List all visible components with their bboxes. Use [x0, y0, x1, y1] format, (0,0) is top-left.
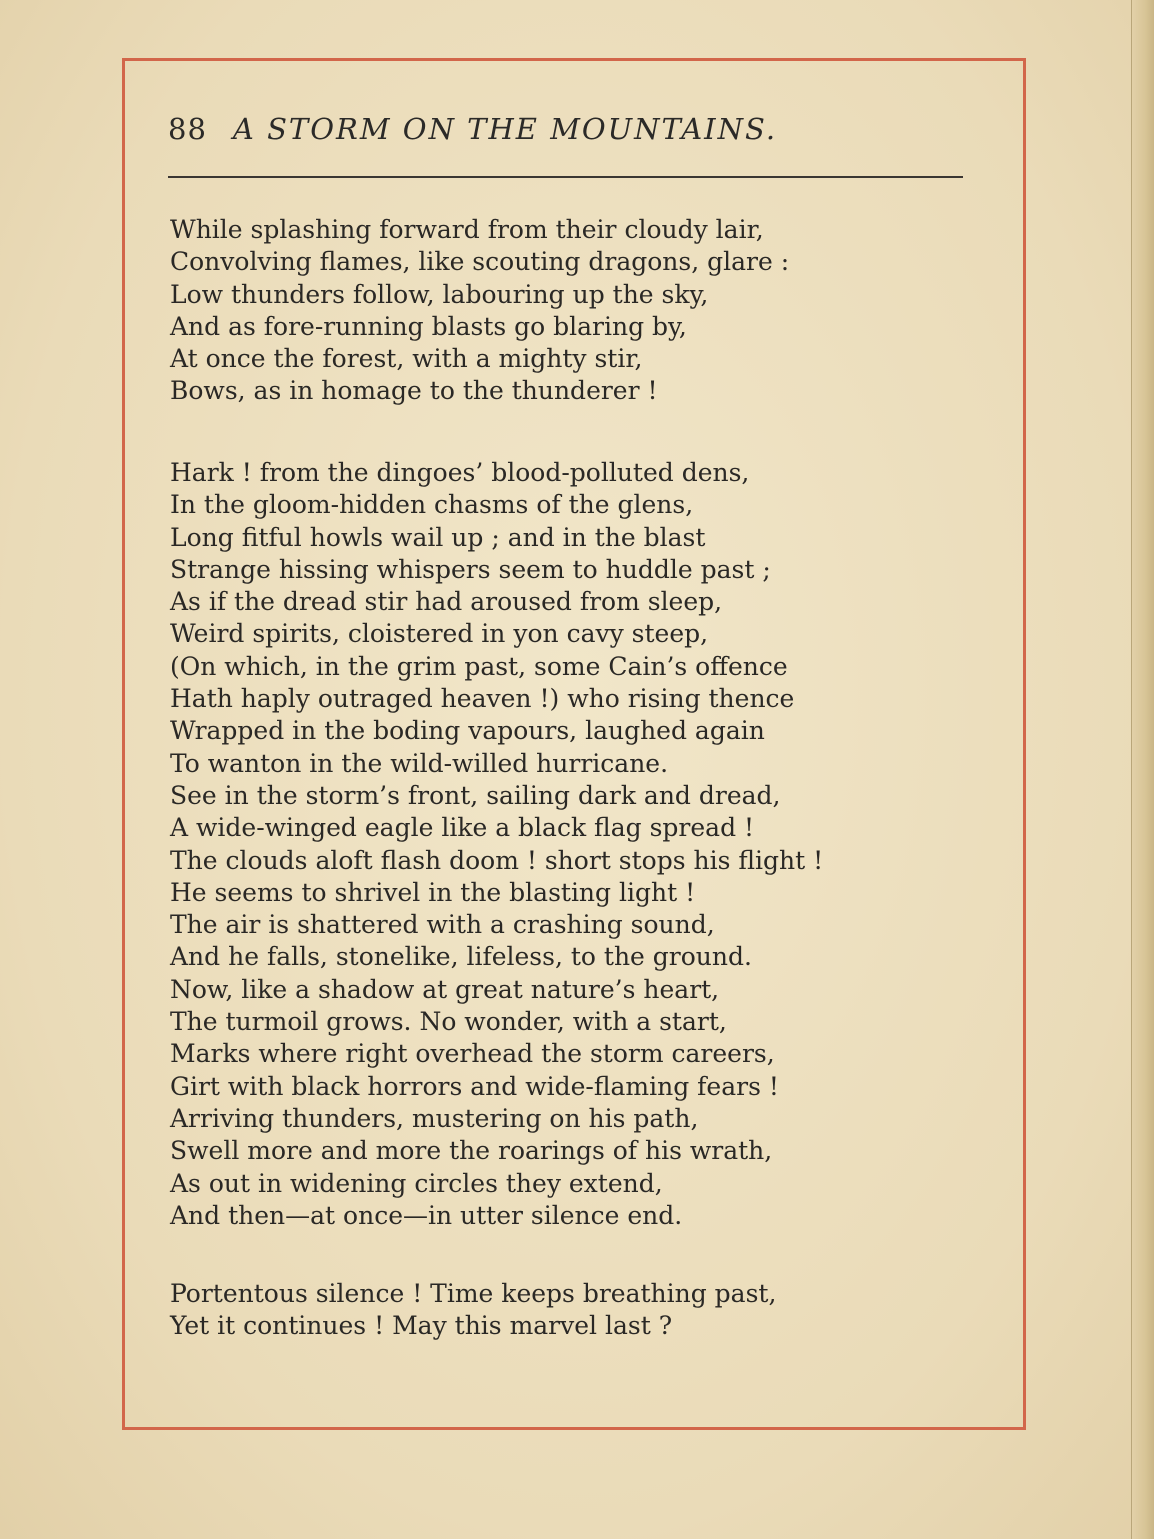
- stanza: [170, 214, 789, 408]
- poem-line: Convolving flames, like scouting dragons, glare :: [170, 247, 790, 277]
- poem-line: Portentous silence ! Time keeps breathing past,: [170, 1279, 777, 1308]
- stanza: [170, 1278, 776, 1343]
- poem-line: Wrapped in the boding vapours, laughed again: [170, 716, 765, 746]
- running-title: A STORM ON THE MOUNTAINS.: [232, 112, 778, 146]
- poem-line: And he falls, stonelike, lifeless, to the ground.: [170, 942, 752, 972]
- poem-line: See in the storm’s front, sailing dark and dread,: [170, 780, 781, 810]
- poem-line: As out in widening circles they extend,: [170, 1168, 663, 1198]
- poem-line: Hath haply outraged heaven !) who rising thence: [170, 684, 795, 714]
- poem-line: At once the forest, with a mighty stir,: [170, 344, 643, 374]
- poem-line: Now, like a shadow at great nature’s heart,: [170, 974, 720, 1004]
- poem-line: Long fitful howls wail up ; and in the blast: [170, 522, 706, 552]
- poem-line: Yet it continues ! May this marvel last ?: [170, 1311, 673, 1341]
- poem-line: Marks where right overhead the storm careers,: [170, 1039, 775, 1069]
- poem-line: Bows, as in homage to the thunderer !: [170, 376, 658, 406]
- poem-line: As if the dread stir had aroused from sleep,: [170, 587, 723, 617]
- page-number: 88: [168, 112, 207, 146]
- running-head: [168, 112, 968, 156]
- page-edge: [1131, 0, 1154, 1539]
- poem-line: Girt with black horrors and wide-flaming fears !: [170, 1071, 779, 1101]
- poem-line: And then—at once—in utter silence end.: [170, 1200, 683, 1230]
- poem-line: Hark ! from the dingoes’ blood-polluted dens,: [170, 458, 750, 487]
- poem-line: (On which, in the grim past, some Cain’s offence: [170, 651, 788, 681]
- poem-line: The air is shattered with a crashing sound,: [170, 910, 715, 940]
- header-rule: [168, 176, 963, 178]
- poem-line: The turmoil grows. No wonder, with a start,: [170, 1007, 727, 1037]
- poem-line: And as fore-running blasts go blaring by,: [170, 311, 687, 341]
- poem-line: A wide-winged eagle like a black flag spread !: [170, 813, 755, 843]
- poem-line: In the gloom-hidden chasms of the glens,: [170, 490, 694, 520]
- poem-line: To wanton in the wild-willed hurricane.: [170, 748, 669, 778]
- poem-line: Swell more and more the roarings of his wrath,: [170, 1136, 773, 1166]
- poem-line: He seems to shrivel in the blasting light !: [170, 877, 696, 907]
- stanza: [170, 457, 823, 1232]
- poem-line: Weird spirits, cloistered in yon cavy steep,: [170, 619, 709, 649]
- poem-line: Arriving thunders, mustering on his path,: [170, 1103, 699, 1133]
- poem-line: The clouds aloft flash doom ! short stops his flight !: [170, 845, 824, 875]
- poem-line: Low thunders follow, labouring up the sky,: [170, 279, 709, 309]
- poem-line: While splashing forward from their cloudy lair,: [170, 215, 764, 244]
- poem-line: Strange hissing whispers seem to huddle past ;: [170, 554, 771, 584]
